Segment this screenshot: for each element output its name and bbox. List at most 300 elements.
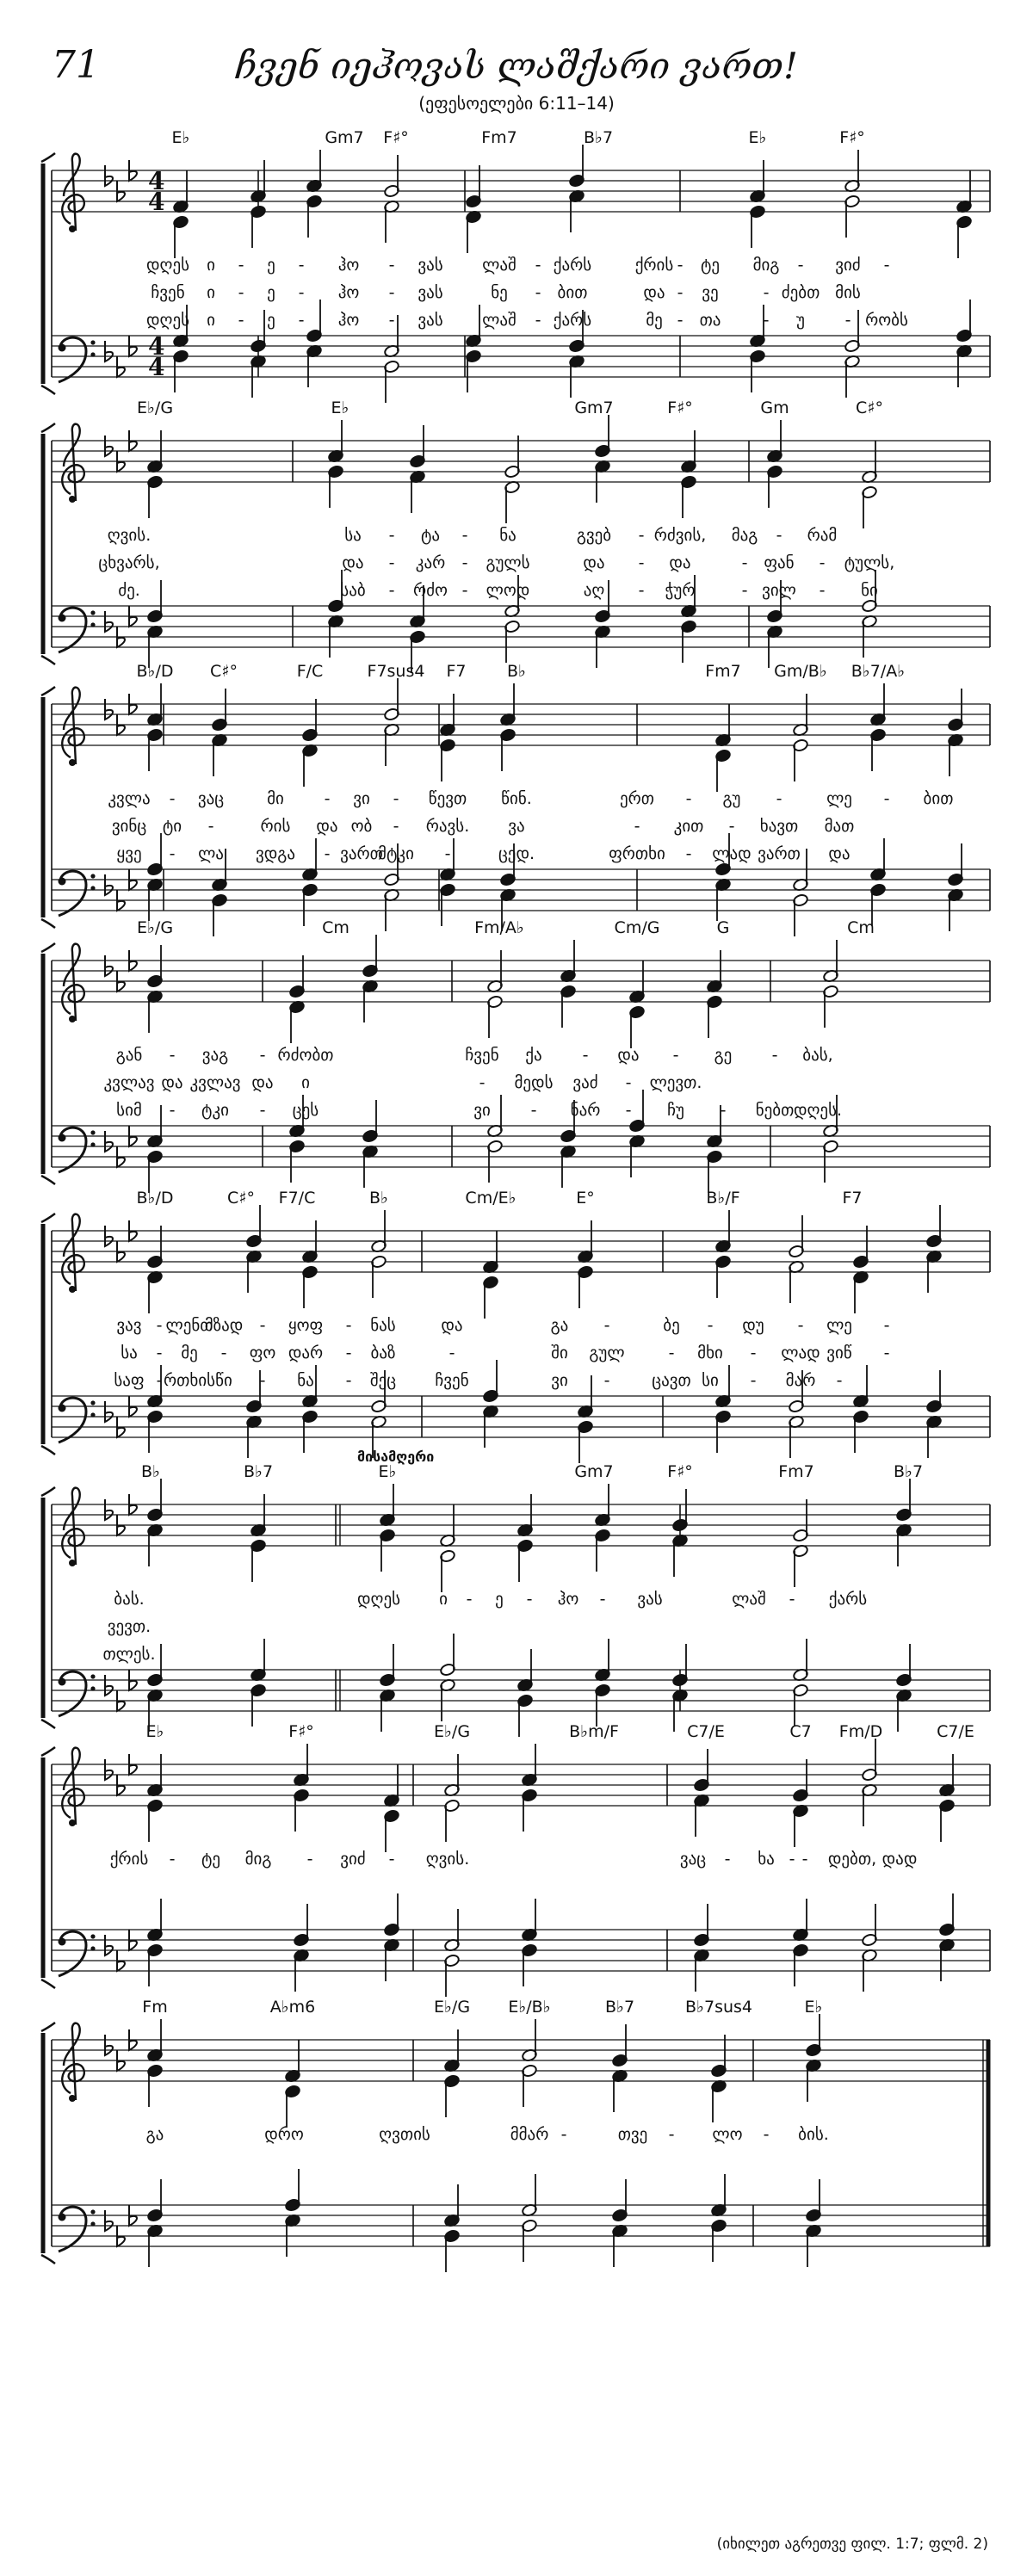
lyric-syllable: აღ [583, 581, 605, 600]
bracket-bottom-icon [41, 656, 55, 664]
lyric-syllable: - [345, 1371, 352, 1390]
chord-symbol: Gm7 [325, 128, 364, 147]
lyric-syllable: და [161, 1073, 183, 1092]
lyric-syllable: გუ [722, 789, 741, 808]
bass-clef-dot-icon [59, 2214, 66, 2221]
flat-sign-icon [105, 1499, 113, 1520]
lyric-syllable: ი [207, 256, 215, 275]
lyric-syllable: რამ [807, 526, 838, 545]
flat-sign-icon [105, 611, 113, 632]
lyric-syllable: და [441, 1316, 463, 1335]
chord-symbol: E♭ [378, 1462, 397, 1481]
lyric-syllable: რძობთ [277, 1046, 334, 1065]
lyric-syllable: ვაძ [572, 1073, 598, 1092]
lyric-syllable: - [883, 1316, 890, 1335]
lyric-syllable: ვას [418, 256, 443, 275]
lyric-syllable: - [169, 789, 176, 808]
lyric-syllable: ე [267, 283, 275, 302]
lyric-syllable: - [776, 526, 782, 545]
lyric-syllable: ლოდ [486, 581, 530, 600]
chord-symbol: Fm7 [481, 128, 517, 147]
chord-symbol: B♭7 [583, 128, 614, 147]
lyric-syllable: - [638, 526, 645, 545]
lyric-syllable: - [259, 1316, 266, 1335]
chord-symbol: F♯° [667, 1462, 693, 1481]
lyric-syllable: ჩვენ [465, 1046, 499, 1065]
lyric-syllable: ყოფ [288, 1316, 324, 1335]
chord-symbol: B♭7/A♭ [851, 662, 906, 681]
bracket-bottom-icon [41, 386, 55, 394]
bracket-top-icon [41, 943, 55, 952]
chord-symbol: A♭m6 [269, 1998, 316, 2017]
lyric-syllable: გა [145, 2125, 164, 2144]
lyric-syllable: ჰო [337, 256, 360, 275]
flat-sign-icon [105, 2210, 113, 2231]
lyric-syllable: - [345, 1344, 352, 1362]
lyric-syllable: - [238, 256, 244, 275]
lyric-syllable: ღვთის [379, 2125, 430, 2144]
treble-clef-dot-icon [69, 225, 76, 232]
bass-clef-dot-icon [59, 878, 66, 886]
lyric-syllable: მარ [785, 1371, 816, 1390]
lyric-syllable: - [393, 789, 399, 808]
flat-sign-icon [105, 1401, 113, 1422]
lyric-syllable: დღეს [145, 311, 190, 330]
flat-sign-icon [105, 955, 113, 976]
lyric-syllable: ტა [420, 526, 441, 545]
lyric-syllable: გულ [589, 1344, 625, 1362]
lyric-syllable: ლაშ [482, 256, 516, 275]
lyric-syllable: რძვის, [653, 526, 707, 545]
chord-symbol: E♭ [748, 128, 767, 147]
lyric-syllable: - [750, 1371, 757, 1390]
bass-clef-dot-icon [59, 1678, 66, 1686]
flat-sign-icon [105, 436, 113, 456]
lyric-syllable: ლე [826, 789, 852, 808]
bass-clef-lower-dot-icon [90, 886, 95, 890]
lyric-syllable: - [677, 256, 684, 275]
lyric-syllable: წინ. [501, 789, 532, 808]
lyric-syllable: - [724, 1850, 731, 1869]
lyric-syllable: და [643, 283, 665, 302]
lyric-syllable: - [388, 256, 395, 275]
lyric-syllable: კით [673, 817, 704, 836]
lyric-syllable: ჰო [337, 311, 360, 330]
treble-clef-dot-icon [69, 1016, 76, 1022]
chord-symbol: Gm7 [574, 1462, 614, 1481]
flat-sign-icon [105, 1759, 113, 1780]
flat-sign-icon [105, 874, 113, 895]
bass-clef-lower-dot-icon [90, 1142, 95, 1146]
lyric-syllable: - [763, 311, 770, 330]
lyric-syllable: ნა [297, 1371, 314, 1390]
chord-symbol: Fm7 [705, 662, 741, 681]
lyric-syllable: - [169, 1850, 176, 1869]
lyric-syllable: ლო [712, 2125, 743, 2144]
lyric-syllable: მიგ [752, 256, 780, 275]
chord-symbol: E♭/G [136, 918, 174, 937]
lyric-syllable: ჰო [557, 1590, 579, 1609]
chord-symbol: C♯° [227, 1189, 255, 1208]
chord-symbol: B♭m/F [569, 1722, 619, 1741]
lyric-syllable: და [828, 844, 851, 863]
lyric-syllable: ვას [637, 1590, 663, 1609]
lyric-syllable: - [634, 817, 640, 836]
lyric-syllable: - [238, 311, 244, 330]
lyric-syllable: ლაშ [732, 1590, 766, 1609]
lyric-syllable: - [677, 311, 684, 330]
lyric-syllable: შეც [369, 1371, 397, 1390]
lyric-syllable: რძო [413, 581, 448, 600]
lyric-syllable: - [259, 1371, 266, 1390]
bass-clef-upper-dot-icon [90, 340, 95, 344]
lyric-syllable: - [388, 581, 395, 600]
bass-clef-lower-dot-icon [90, 352, 95, 356]
treble-clef-icon [62, 154, 84, 231]
lyric-syllable: ფო [249, 1344, 276, 1362]
lyric-syllable: ნა [499, 526, 516, 545]
lyric-syllable: ლევთ. [649, 1073, 702, 1092]
treble-clef-icon [62, 944, 84, 1021]
bass-clef-upper-dot-icon [90, 610, 95, 615]
lyric-syllable: - [298, 311, 305, 330]
lyric-syllable: ვავ [116, 1316, 142, 1335]
lyric-syllable: - [306, 1850, 313, 1869]
lyric-syllable: გან [115, 1046, 143, 1065]
lyric-syllable: ვაც [197, 789, 225, 808]
lyric-syllable: ერთ [620, 789, 654, 808]
treble-clef-icon [62, 1748, 84, 1825]
music-system [41, 1449, 990, 1737]
lyric-syllable: ლად [781, 1344, 820, 1362]
chord-symbol: F♯° [383, 128, 409, 147]
lyric-syllable: მის [835, 283, 861, 302]
bass-clef-lower-dot-icon [90, 1686, 95, 1690]
chord-symbol: C♯° [856, 398, 883, 417]
lyric-syllable: ჩუ [667, 1101, 684, 1120]
bracket-bottom-icon [41, 1446, 55, 1455]
bracket-bottom-icon [41, 1720, 55, 1728]
lyric-syllable: რავს. [425, 817, 470, 836]
chord-symbol: B♭/F [706, 1189, 740, 1208]
chord-symbol: B♭/D [136, 662, 174, 681]
lyric-syllable: - [819, 553, 826, 572]
lyric-syllable: დღეს. [793, 1101, 843, 1120]
lyric-syllable: - [625, 1101, 632, 1120]
chord-symbol: B♭ [369, 1189, 388, 1208]
lyric-syllable: - [603, 1316, 610, 1335]
lyric-syllable: - [750, 1344, 757, 1362]
lyric-syllable: მმარ [510, 2125, 549, 2144]
lyric-syllable: - [324, 789, 331, 808]
lyric-syllable: - [156, 1371, 163, 1390]
chord-symbol: F♯° [667, 398, 693, 417]
chord-symbol: C7/E [937, 1722, 974, 1741]
flat-sign-icon [105, 699, 113, 720]
chord-symbol: F7sus4 [367, 662, 425, 681]
lyric-syllable: ბით [923, 789, 954, 808]
scripture-reference: (ეფესოელები 6:11–14) [418, 93, 615, 114]
lyric-syllable: - [220, 1344, 227, 1362]
chord-symbol: Cm [322, 918, 349, 937]
chord-symbol: B♭ [507, 662, 526, 681]
lyric-syllable: ღვის. [107, 526, 152, 545]
bracket-top-icon [41, 423, 55, 432]
flat-sign-icon [105, 1226, 113, 1246]
lyric-syllable: ქა [525, 1046, 542, 1065]
music-system [41, 1722, 990, 1997]
lyric-syllable: საბ [340, 581, 366, 600]
lyric-syllable: დღეს [145, 256, 190, 275]
lyric-syllable: ვე [702, 283, 719, 302]
chord-symbol: E♭/G [136, 398, 174, 417]
lyric-syllable: ხავთ [759, 817, 799, 836]
lyric-syllable: - [638, 553, 645, 572]
lyric-syllable: - [801, 1850, 808, 1869]
bracket-top-icon [41, 687, 55, 695]
lyric-syllable: - [259, 1101, 266, 1120]
bass-clef-lower-dot-icon [90, 1946, 95, 1950]
lyric-syllable: ტე [700, 256, 721, 275]
time-signature-top: 4 [148, 332, 165, 361]
lyric-syllable: - [599, 1590, 606, 1609]
bass-clef-upper-dot-icon [90, 2209, 95, 2214]
treble-clef-icon [62, 424, 84, 501]
lyric-syllable: მათ [824, 817, 855, 836]
bass-clef-upper-dot-icon [90, 1130, 95, 1134]
bracket-bottom-icon [41, 1176, 55, 1184]
lyric-syllable: სა [121, 1344, 138, 1362]
lyric-syllable: ღვის. [425, 1850, 470, 1869]
lyric-syllable: ლა [198, 844, 224, 863]
lyric-syllable: - [883, 256, 890, 275]
song-number: 71 [52, 43, 100, 87]
lyric-syllable: ფან [764, 553, 795, 572]
lyric-syllable: ვაც [679, 1850, 707, 1869]
chord-symbol: E♭ [145, 1722, 164, 1741]
bass-clef-lower-dot-icon [90, 2221, 95, 2226]
chord-symbol: F/C [296, 662, 324, 681]
chord-symbol: Gm [760, 398, 789, 417]
lyric-syllable: ვა [508, 817, 525, 836]
chord-symbol: Fm [142, 1998, 168, 2017]
bass-clef-dot-icon [59, 344, 66, 352]
chord-symbol: F7/C [278, 1189, 316, 1208]
lyric-syllable: ი [207, 311, 215, 330]
lyric-syllable: ე [267, 256, 275, 275]
lyric-syllable: ვევთ. [107, 1617, 152, 1636]
lyric-syllable: კარ [415, 553, 446, 572]
lyric-syllable: მაგ [731, 526, 758, 545]
lyric-syllable: ქარს [828, 1590, 868, 1609]
treble-clef-icon [62, 2023, 84, 2100]
bass-clef-lower-dot-icon [90, 622, 95, 627]
lyric-syllable: ბაზ [370, 1344, 396, 1362]
lyric-syllable: - [169, 844, 176, 863]
lyric-syllable: დრო [264, 2125, 304, 2144]
lyric-syllable: ვიწ [826, 1344, 852, 1362]
lyric-syllable: - [207, 817, 214, 836]
chord-symbol: C♯° [210, 662, 238, 681]
music-system [41, 398, 990, 673]
lyric-syllable: ვაგ [201, 1046, 229, 1065]
bracket-top-icon [41, 1214, 55, 1222]
lyric-syllable: ვი [473, 1101, 491, 1120]
chord-symbol: F7 [446, 662, 467, 681]
lyric-syllable: - [169, 1101, 176, 1120]
treble-clef-dot-icon [69, 1819, 76, 1826]
lyric-syllable: - [238, 283, 244, 302]
lyric-syllable: ძე. [118, 581, 140, 600]
song-title: ჩვენ იეჰოვას ლაშქარი ვართ! [235, 45, 798, 87]
bracket-top-icon [41, 1747, 55, 1756]
lyric-syllable: მიგ [244, 1850, 272, 1869]
lyric-syllable: თვე [617, 2125, 648, 2144]
time-signature-bottom: 4 [148, 188, 165, 216]
music-system [41, 1189, 990, 1463]
lyric-syllable: - [625, 1073, 632, 1092]
lyric-syllable: - [720, 1101, 727, 1120]
lyric-syllable: - [638, 581, 645, 600]
lyric-syllable: - [883, 1344, 890, 1362]
lyric-syllable: თა [699, 311, 721, 330]
lyric-syllable: - [668, 2125, 675, 2144]
bracket-bottom-icon [41, 1980, 55, 1988]
lyric-syllable: ნებთ [755, 1101, 795, 1120]
lyric-syllable: ქარს [553, 311, 592, 330]
lyric-syllable: - [448, 1344, 455, 1362]
lyric-syllable: ტი [162, 817, 182, 836]
lyric-syllable: ჩვენ [435, 1371, 469, 1390]
lyric-syllable: - [388, 283, 395, 302]
lyric-syllable: - [771, 1046, 778, 1065]
flat-sign-icon [105, 2035, 113, 2055]
lyric-syllable: ე [495, 1590, 504, 1609]
treble-clef-dot-icon [69, 496, 76, 503]
chord-symbol: E♭ [804, 1998, 823, 2017]
treble-clef-dot-icon [69, 759, 76, 766]
flat-sign-icon [105, 165, 113, 186]
lyric-syllable: რის [260, 817, 291, 836]
lyric-syllable: წევთ [428, 789, 467, 808]
chord-symbol: Fm/D [838, 1722, 883, 1741]
chord-symbol: E♭ [171, 128, 190, 147]
lyric-syllable: და [342, 553, 364, 572]
music-system [41, 128, 990, 403]
lyric-syllable: ვიძ [340, 1850, 366, 1869]
lyric-syllable: - [776, 789, 782, 808]
lyric-syllable: - [603, 1371, 610, 1390]
treble-clef-icon [62, 688, 84, 764]
chord-symbol: B♭ [141, 1462, 160, 1481]
lyric-syllable: - [298, 283, 305, 302]
lyric-syllable: ყვე [116, 844, 142, 863]
lyric-syllable: სიმ [116, 1101, 142, 1120]
lyric-syllable: ტულს, [844, 553, 895, 572]
lyric-syllable: დად [881, 1850, 918, 1869]
lyric-syllable: გულს [486, 553, 530, 572]
chord-symbol: E♭/G [433, 1722, 471, 1741]
lyric-syllable: კვლავ [189, 1073, 241, 1092]
lyric-syllable: - [763, 2125, 770, 2144]
music-system [41, 1998, 990, 2272]
lyric-syllable: ი [207, 283, 215, 302]
lyric-syllable: ნას [370, 1316, 396, 1335]
chord-symbol: B♭7 [243, 1462, 274, 1481]
bass-clef-dot-icon [59, 615, 66, 622]
lyric-syllable: - [461, 553, 468, 572]
lyric-syllable: - [728, 817, 735, 836]
footer-note: (იხილეთ აგრეთვე ფილ. 1:7; ფლმ. 2) [716, 2536, 988, 2553]
lyric-syllable: - [707, 1316, 714, 1335]
lyric-syllable: - [685, 844, 692, 863]
lyric-syllable: ჭურ [665, 581, 696, 600]
lyric-syllable: მხი [697, 1344, 723, 1362]
lyric-syllable: - [156, 1316, 163, 1335]
lyric-syllable: მი [267, 789, 284, 808]
chord-symbol: C7/E [687, 1722, 725, 1741]
lyric-syllable: ბის. [798, 2125, 829, 2144]
lyric-syllable: კვლავ [103, 1073, 155, 1092]
lyric-syllable: ხა [758, 1850, 775, 1869]
lyric-syllable: ობ [350, 817, 373, 836]
treble-clef-dot-icon [69, 1560, 76, 1566]
lyric-syllable: - [156, 1344, 163, 1362]
lyric-syllable: - [461, 526, 468, 545]
lyric-syllable: ლად [712, 844, 752, 863]
lyric-syllable: - [345, 1316, 352, 1335]
bass-clef-dot-icon [59, 1938, 66, 1946]
lyric-syllable: ვართ [340, 844, 383, 863]
lyric-syllable: - [259, 1046, 266, 1065]
chord-symbol: E♭/B♭ [508, 1998, 551, 2017]
treble-clef-icon [62, 1214, 84, 1291]
lyric-syllable: ჰო [337, 283, 360, 302]
lyric-syllable: ე [267, 311, 275, 330]
lyric-syllable: - [836, 1371, 843, 1390]
bracket-top-icon [41, 1487, 55, 1496]
lyric-syllable: - [672, 1046, 679, 1065]
lyric-syllable: - [393, 817, 399, 836]
lyric-syllable: ვინც [111, 817, 147, 836]
lyric-syllable: ვიძ [835, 256, 861, 275]
lyric-syllable: ტკი [201, 1101, 229, 1120]
bass-clef-upper-dot-icon [90, 874, 95, 878]
lyric-syllable: - [479, 1073, 486, 1092]
lyric-syllable: გა [550, 1316, 569, 1335]
treble-clef-dot-icon [69, 1286, 76, 1293]
lyric-syllable: - [461, 581, 468, 600]
lyric-syllable: ვი [353, 789, 370, 808]
lyric-syllable: დუ [742, 1316, 764, 1335]
lyric-syllable: კვლა [108, 789, 151, 808]
lyric-syllable: ში [551, 1344, 568, 1362]
chord-symbol: Gm7 [574, 398, 614, 417]
treble-clef-icon [62, 1488, 84, 1565]
lyric-syllable: წი [215, 1371, 232, 1390]
chord-symbol: Fm/A♭ [474, 918, 524, 937]
chord-symbol: E♭ [331, 398, 349, 417]
lyric-syllable: ი [439, 1590, 448, 1609]
lyric-syllable: და [316, 817, 338, 836]
lyric-syllable: ვართ [758, 844, 801, 863]
lyric-syllable: რობს [865, 311, 908, 330]
lyric-syllable: - [797, 1316, 804, 1335]
lyric-syllable: ნი [861, 581, 878, 600]
bass-clef-lower-dot-icon [90, 1412, 95, 1417]
lyric-syllable: მედს [514, 1073, 554, 1092]
lyric-syllable: ნე [491, 283, 508, 302]
